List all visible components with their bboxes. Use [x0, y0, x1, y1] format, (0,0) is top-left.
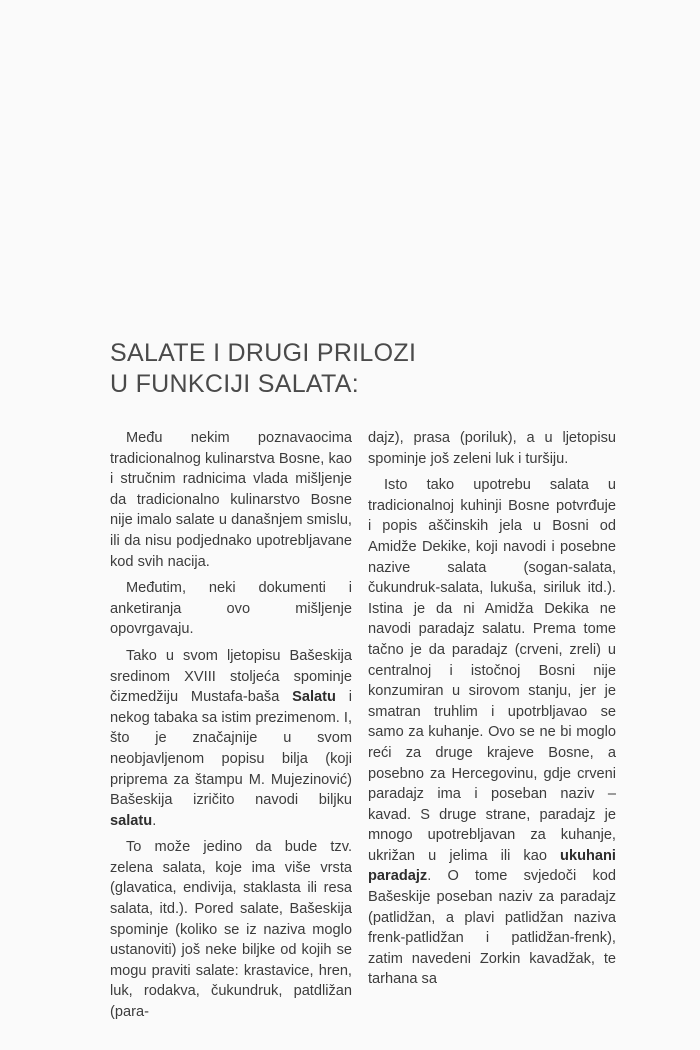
bold-term: Salatu	[292, 689, 336, 706]
bold-term: salatu	[110, 812, 153, 829]
chapter-heading-line-2: U FUNKCIJI SALATA:	[110, 370, 359, 398]
text-run: Isto tako upotrebu salata u tradicionalnoj kuhinji Bosne potvrđuje i popis aščinskih jela u Bosni od Amidže Dekike, koji navodi i posebne nazive salata (sogan-salata, čukundruk-salata, lukuša, siriluk itd.). Istina je da ni Amidža Dekika ne navodi paradajz salatu. Prema tome tačno je da paradajz (crveni, zreli) u centralnoj i istočnoj Bosni nije konzumiran u sirovom stanju, jer je smatran truhlim i upotrbljavao se samo za kuhanje. Ovo se ne bi moglo reći za druge krajeve Bosne, a posebno za Hercegovinu, gdje crveni paradajz ima i poseban naziv – kavad. S druge strane, paradajz je mnogo upotrebljavan za kuhanje, ukrižan u jelima ili kao	[368, 477, 616, 864]
left-text-column	[110, 428, 352, 1029]
paragraph: To može jedino da bude tzv. zelena salata, koje ima više vrsta (glavatica, endivija, staklasta ili resa salata, itd.). Pored salate, Bašeskija spominje (koliko se iz naziva moglo ustanoviti) još neke biljke od kojih se mogu praviti salate: krastavice, hren, luk, rodakva, čukundruk, patdližan (para-	[110, 839, 352, 1021]
paragraph	[368, 475, 616, 990]
text-run: .	[152, 812, 157, 829]
text-run: i nekog tabaka sa istim prezimenom. I, što je značajnije u svom neobjavljenom popisu bilja (koji priprema za štampu M. Mujezinović) Bašeskija izričito navodi biljku	[110, 689, 352, 809]
paragraph-continuation: dajz), prasa (poriluk), a u ljetopisu spominje još zeleni luk i turšiju.	[368, 430, 616, 467]
text-run: Tako u svom ljetopisu Bašeskija sredinom XVIII stoljeća spominje čizmedžiju Mustafa-baša	[110, 647, 352, 706]
paragraph: Među nekim poznavaocima tradicionalnog kulinarstva Bosne, kao i stručnim radnicima vlada mišljenje da tradicionalno kulinarstvo Bosne nije imalo salate u današnjem smislu, ili da nisu podjednako upotrebljavane kod svih nacija.	[110, 430, 352, 570]
right-text-column	[368, 428, 616, 996]
paragraph	[110, 646, 352, 831]
chapter-heading	[110, 338, 416, 400]
text-run: . O tome svjedoči kod Bašeskije poseban naziv za paradajz (patlidžan, a plavi patlidžan naziva frenk-patlidžan i patlidžan-frenk), zatim navedeni Zorkin kavadžak, te tarhana sa	[368, 868, 616, 988]
chapter-heading-line-1: SALATE I DRUGI PRILOZI	[110, 339, 417, 367]
paragraph: Međutim, neki dokumenti i anketiranja ovo mišljenje opovrgavaju.	[110, 580, 352, 638]
bold-term: ukuhani paradajz	[368, 847, 616, 885]
